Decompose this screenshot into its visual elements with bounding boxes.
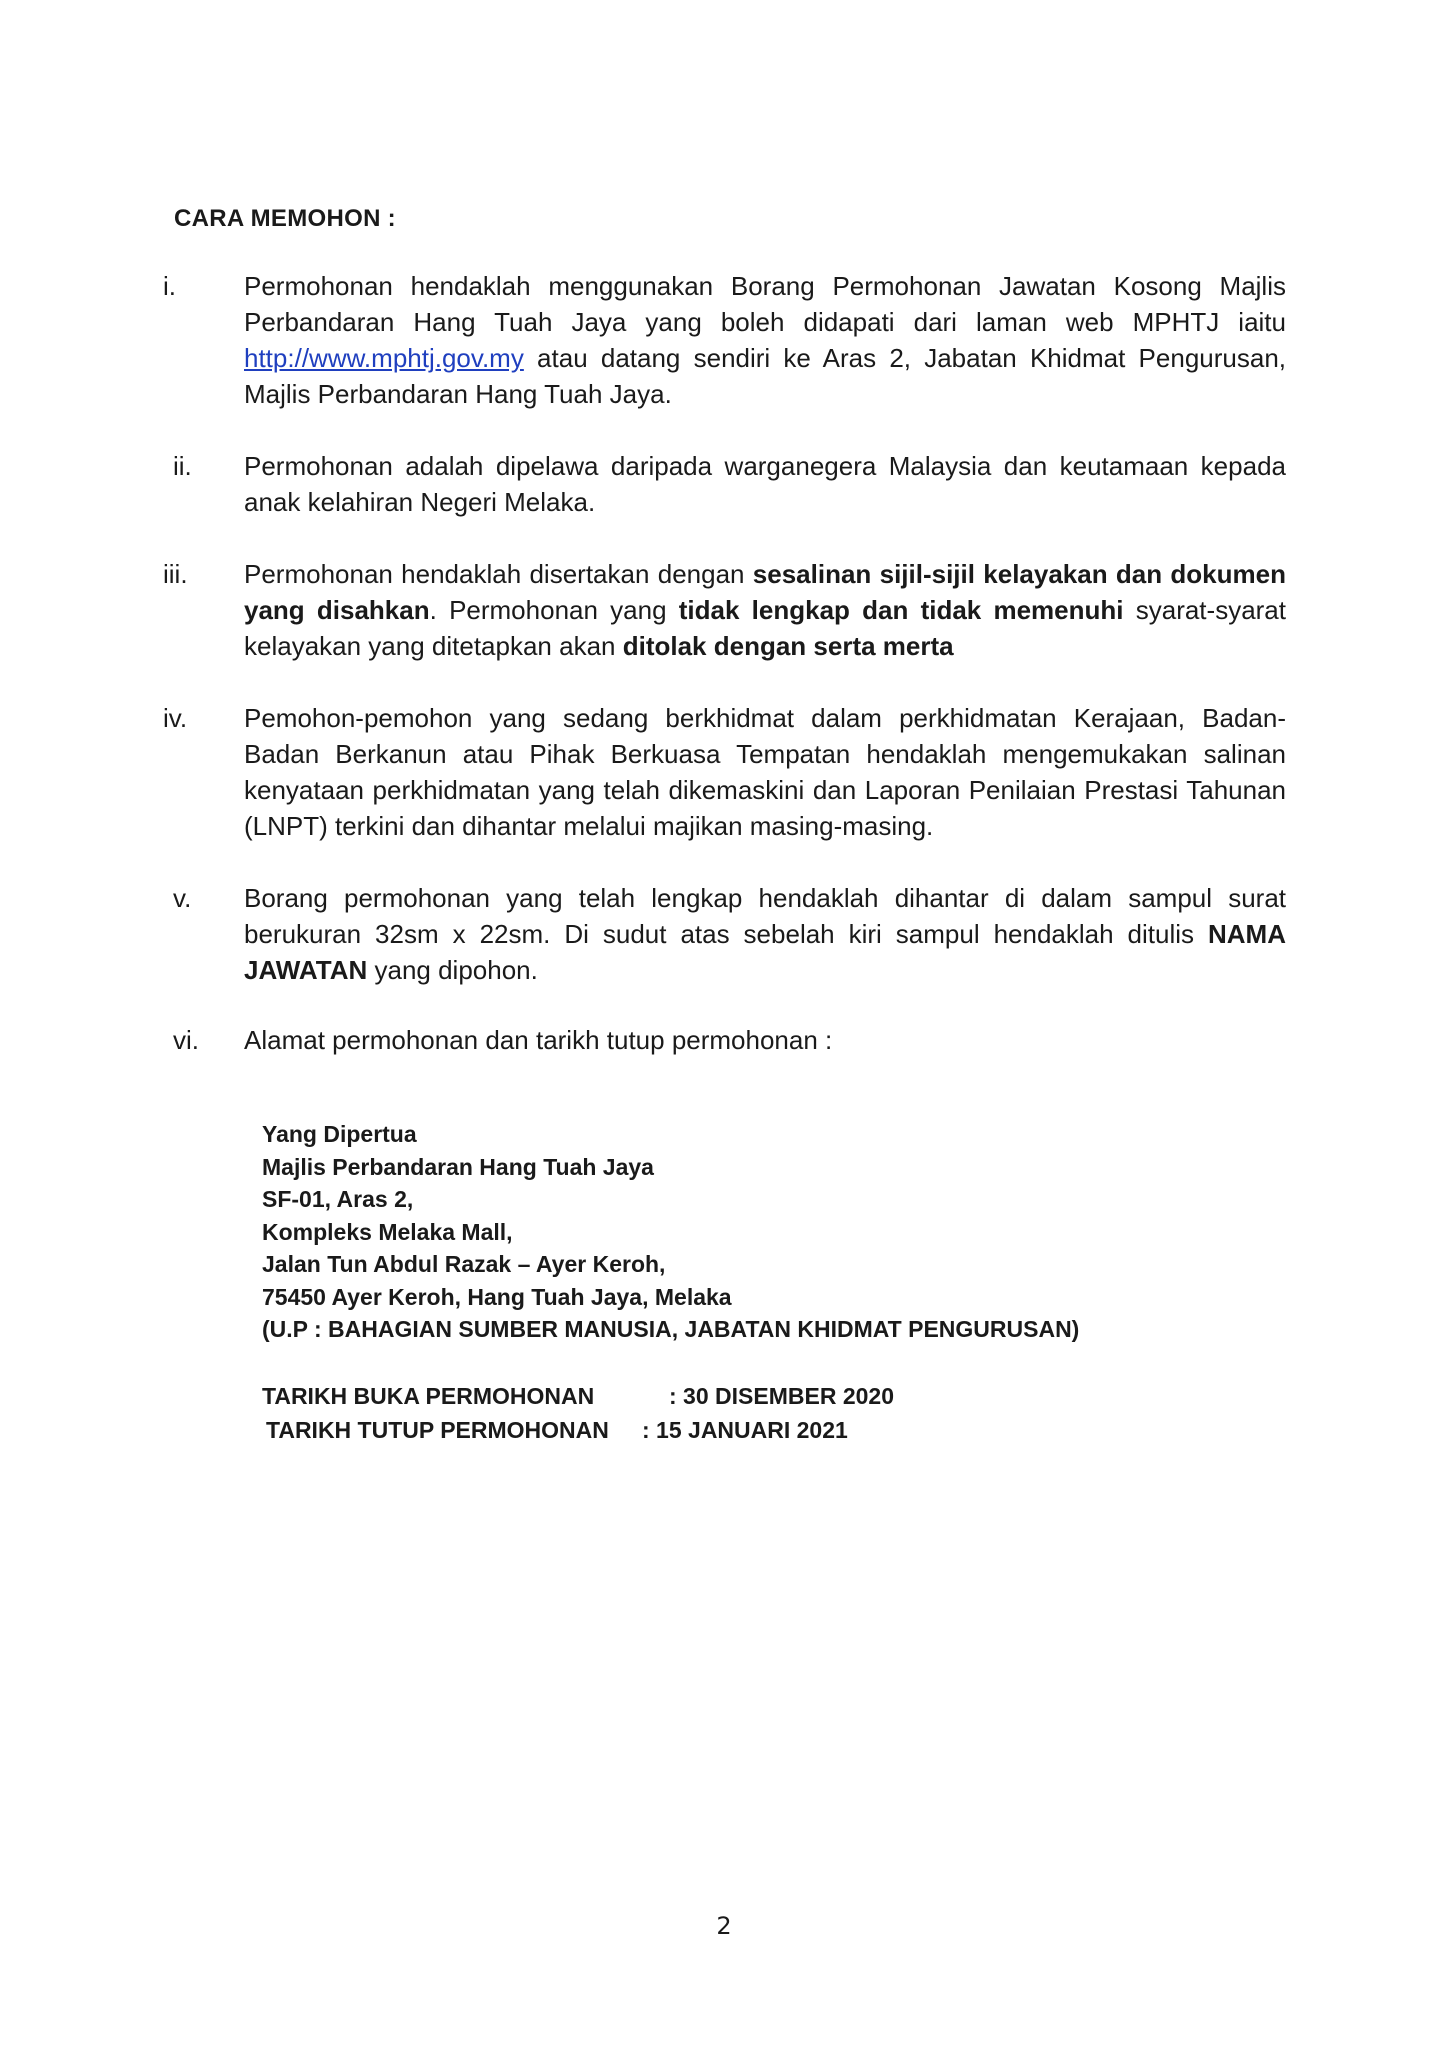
close-date-value: : 15 JANUARI 2021 bbox=[642, 1417, 848, 1443]
open-date-value: : 30 DISEMBER 2020 bbox=[669, 1383, 894, 1409]
page-number: 2 bbox=[716, 1912, 732, 1940]
item-text-bold: sesalinan sijil-sijil kelayakan dan dokumen yang disahkan bbox=[244, 559, 1286, 625]
address-line: (U.P : BAHAGIAN SUMBER MANUSIA, JABATAN KHIDMAT PENGURUSAN) bbox=[262, 1316, 1080, 1342]
item-text-part: syarat-syarat kelayakan yang ditetapkan akan bbox=[244, 595, 1286, 661]
item-number: i. bbox=[163, 271, 176, 301]
address-line: 75450 Ayer Keroh, Hang Tuah Jaya, Melaka bbox=[262, 1283, 732, 1310]
address-line: Kompleks Melaka Mall, bbox=[262, 1218, 513, 1245]
item-text-bold: tidak lengkap dan tidak memenuhi bbox=[678, 595, 1124, 625]
item-text-bold: NAMA JAWATAN bbox=[244, 919, 1286, 985]
item-text: Pemohon-pemohon yang sedang berkhidmat dalam perkhidmatan Kerajaan, Badan-Badan Berkanun atau Pihak Berkuasa Tempatan hendaklah mengemukakan salinan kenyataan perkhidmatan yang telah dikemaskini dan Laporan Penilaian Prestasi Tahunan (LNPT) terkini dan dihantar melalui majikan masing-masing. bbox=[244, 703, 1286, 841]
item-text-bold: ditolak dengan serta merta bbox=[622, 631, 954, 661]
close-date-label: TARIKH TUTUP PERMOHONAN bbox=[266, 1417, 609, 1443]
item-text bbox=[244, 880, 1286, 988]
address-line: Majlis Perbandaran Hang Tuah Jaya bbox=[262, 1153, 654, 1180]
address-block bbox=[262, 1118, 1079, 1346]
website-link[interactable]: http://www.mphtj.gov.my bbox=[244, 343, 524, 373]
item-text bbox=[244, 268, 1286, 412]
item-text-part: . Permohonan yang bbox=[429, 595, 679, 625]
address-line: SF-01, Aras 2, bbox=[262, 1186, 414, 1212]
item-number: iii. bbox=[163, 559, 188, 589]
item-text: Alamat permohonan dan tarikh tutup permohonan : bbox=[244, 1025, 833, 1055]
open-date-label: TARIKH BUKA PERMOHONAN bbox=[262, 1383, 595, 1409]
item-number: iv. bbox=[163, 703, 188, 733]
address-line: Jalan Tun Abdul Razak – Ayer Keroh, bbox=[262, 1251, 666, 1277]
item-text-part: atau datang sendiri ke Aras 2, Jabatan Khidmat Pengurusan, Majlis Perbandaran Hang Tuah Jaya. bbox=[244, 343, 1286, 409]
item-text bbox=[244, 556, 1286, 664]
item-text: Permohonan adalah dipelawa daripada warganegera Malaysia dan keutamaan kepada anak kelahiran Negeri Melaka. bbox=[244, 451, 1286, 517]
item-number: ii. bbox=[173, 451, 192, 481]
item-text-part: Borang permohonan yang telah lengkap hendaklah dihantar di dalam sampul surat berukuran 32sm x 22sm. Di sudut atas sebelah kiri sampul hendaklah ditulis bbox=[244, 883, 1286, 949]
item-number: v. bbox=[173, 883, 192, 913]
section-heading: CARA MEMOHON : bbox=[174, 205, 396, 232]
item-text-part: Permohonan hendaklah disertakan dengan bbox=[244, 559, 753, 589]
item-number: vi. bbox=[173, 1025, 199, 1055]
item-text-part: yang dipohon. bbox=[367, 955, 538, 985]
address-line: Yang Dipertua bbox=[262, 1121, 417, 1147]
item-text-part: Permohonan hendaklah menggunakan Borang Permohonan Jawatan Kosong Majlis Perbandaran Hang Tuah Jaya yang boleh didapati dari laman web MPHTJ iaitu bbox=[244, 271, 1286, 337]
